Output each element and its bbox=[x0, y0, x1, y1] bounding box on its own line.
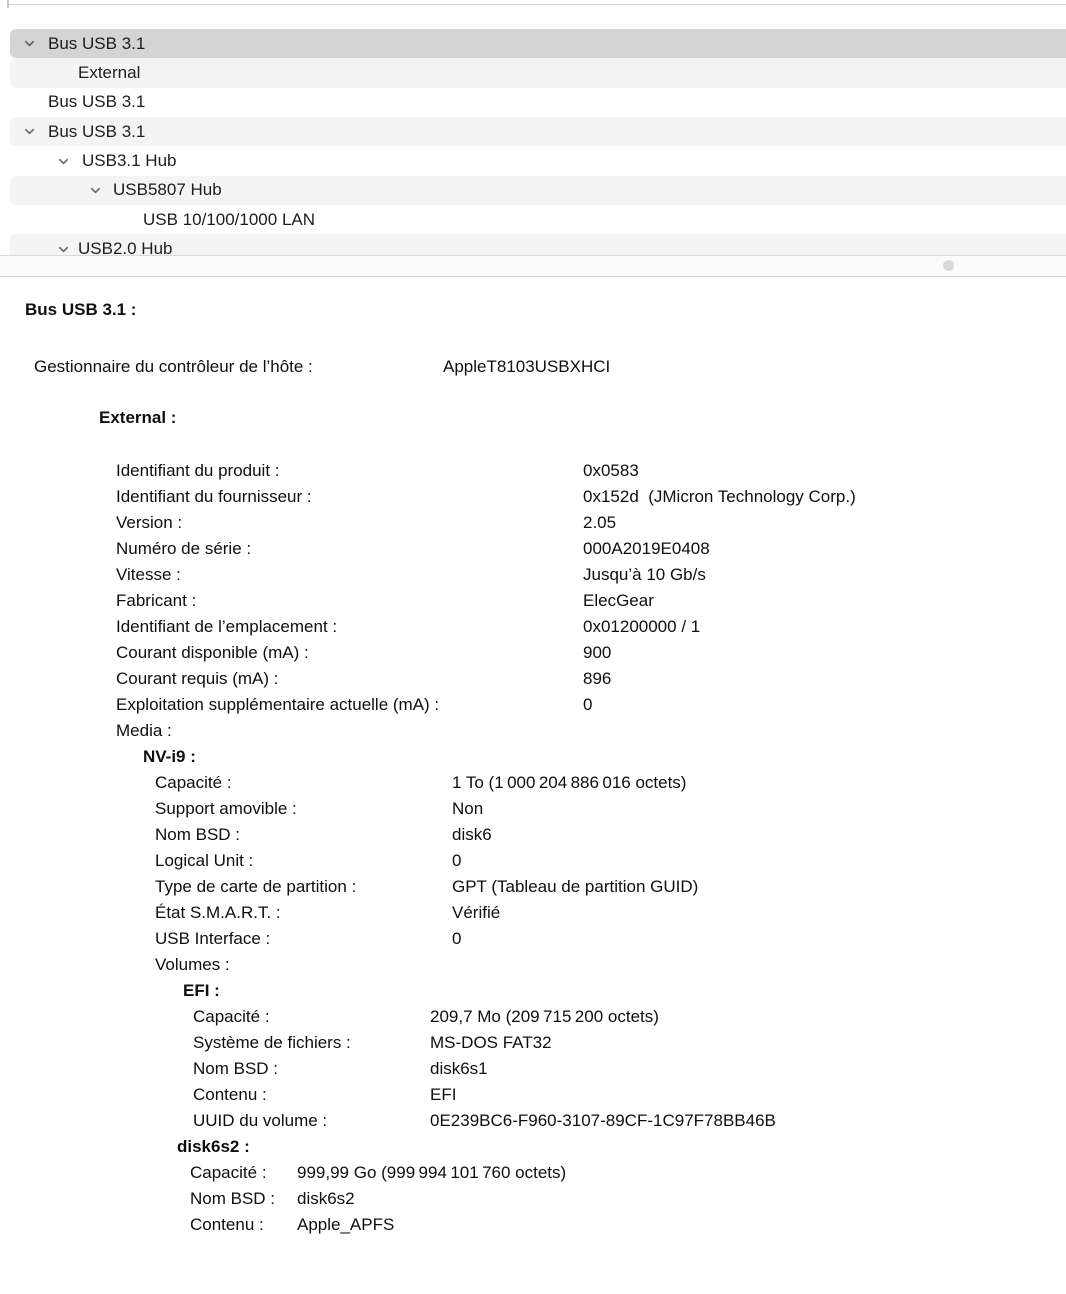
details-pane bbox=[0, 277, 1066, 1294]
tree-row-bus-usb-31-selected[interactable] bbox=[0, 29, 1066, 58]
row-stripe bbox=[10, 58, 1066, 87]
row-selection-highlight bbox=[10, 29, 1066, 58]
tree-row-label: USB 10/100/1000 LAN bbox=[143, 209, 316, 229]
tree-row-label: External bbox=[78, 63, 141, 83]
usb-device-tree bbox=[0, 0, 1066, 255]
tree-row-label: Bus USB 3.1 bbox=[48, 92, 146, 112]
media-section-label: Media : bbox=[116, 721, 172, 740]
kv-nvi9-logical-unit: Logical Unit : 0 bbox=[155, 851, 462, 870]
host-controller-value: AppleT8103USBXHCI bbox=[443, 357, 611, 376]
tree-row-usb20-hub[interactable] bbox=[0, 234, 1066, 255]
kv-efi-volume-uuid: UUID du volume : 0E239BC6-F960-3107-89CF-1C97F78BB46B bbox=[193, 1111, 776, 1130]
row-divider bbox=[8, 4, 1066, 5]
kv-vendor-id: Identifiant du fournisseur : 0x152d (JMicron Technology Corp.) bbox=[116, 487, 856, 506]
row-divider-edge bbox=[7, 0, 9, 8]
kv-current-available: Courant disponible (mA) : 900 bbox=[116, 643, 612, 662]
kv-manufacturer: Fabricant : ElecGear bbox=[116, 591, 654, 610]
kv-nvi9-removable: Support amovible : Non bbox=[155, 799, 484, 818]
row-stripe bbox=[10, 117, 1066, 146]
chevron-down-icon[interactable] bbox=[56, 242, 70, 255]
kv-version: Version : 2.05 bbox=[116, 513, 617, 532]
volumes-section-label: Volumes : bbox=[155, 955, 230, 974]
kv-nvi9-usb-interface: USB Interface : 0 bbox=[155, 929, 462, 948]
scrollbar-thumb[interactable] bbox=[943, 260, 954, 271]
tree-row-label: Bus USB 3.1 bbox=[48, 121, 146, 141]
tree-row-label: USB3.1 Hub bbox=[82, 151, 177, 171]
horizontal-scrollbar-track bbox=[0, 255, 1066, 277]
kv-efi-filesystem: Système de fichiers : MS-DOS FAT32 bbox=[193, 1033, 552, 1052]
kv-location-id: Identifiant de l’emplacement : 0x01200000 / 1 bbox=[116, 617, 701, 636]
tree-row-label: Bus USB 3.1 bbox=[48, 33, 146, 53]
tree-row-external[interactable] bbox=[0, 58, 1066, 87]
nvi9-heading: NV-i9 : bbox=[143, 747, 196, 766]
kv-efi-bsd-name: Nom BSD : disk6s1 bbox=[193, 1059, 488, 1078]
kv-disk6s2-capacity: Capacité : 999,99 Go (999 994 101 760 octets) bbox=[190, 1163, 567, 1182]
kv-nvi9-partition-map: Type de carte de partition : GPT (Tableau de partition GUID) bbox=[155, 877, 699, 896]
kv-nvi9-smart-status: État S.M.A.R.T. : Vérifié bbox=[155, 903, 501, 922]
chevron-down-icon[interactable] bbox=[22, 37, 36, 51]
details-title: Bus USB 3.1 : bbox=[25, 300, 137, 319]
kv-efi-capacity: Capacité : 209,7 Mo (209 715 200 octets) bbox=[193, 1007, 659, 1026]
tree-row-bus-usb-31-3[interactable] bbox=[0, 117, 1066, 146]
kv-nvi9-capacity: Capacité : 1 To (1 000 204 886 016 octets) bbox=[155, 773, 687, 792]
tree-row-bus-usb-31-2[interactable] bbox=[0, 88, 1066, 117]
tree-row-usb31-hub[interactable] bbox=[0, 146, 1066, 175]
chevron-down-icon[interactable] bbox=[88, 183, 102, 197]
kv-serial-number: Numéro de série : 000A2019E0408 bbox=[116, 539, 710, 558]
host-controller-label: Gestionnaire du contrôleur de l’hôte : bbox=[34, 357, 313, 376]
chevron-down-icon[interactable] bbox=[22, 125, 36, 139]
kv-disk6s2-bsd-name: Nom BSD : disk6s2 bbox=[190, 1189, 355, 1208]
key-value-list bbox=[0, 458, 1066, 1238]
efi-volume-heading: EFI : bbox=[183, 981, 220, 1000]
external-device-heading: External : bbox=[99, 408, 177, 427]
kv-disk6s2-content: Contenu : Apple_APFS bbox=[190, 1215, 395, 1234]
kv-extra-operating-current: Exploitation supplémentaire actuelle (mA) : 0 bbox=[116, 695, 593, 714]
tree-row-label: USB2.0 Hub bbox=[78, 239, 173, 255]
tree-row-usb-lan[interactable] bbox=[0, 205, 1066, 234]
tree-row-label: USB5807 Hub bbox=[113, 180, 222, 200]
kv-nvi9-bsd-name: Nom BSD : disk6 bbox=[155, 825, 492, 844]
kv-efi-content: Contenu : EFI bbox=[193, 1085, 457, 1104]
tree-row-usb5807-hub[interactable] bbox=[0, 176, 1066, 205]
kv-speed: Vitesse : Jusqu’à 10 Gb/s bbox=[116, 565, 706, 584]
tree-rows bbox=[0, 29, 1066, 255]
disk6s2-volume-heading: disk6s2 : bbox=[177, 1137, 250, 1156]
chevron-down-icon[interactable] bbox=[56, 154, 70, 168]
kv-product-id: Identifiant du produit : 0x0583 bbox=[116, 461, 639, 480]
kv-current-required: Courant requis (mA) : 896 bbox=[116, 669, 612, 688]
